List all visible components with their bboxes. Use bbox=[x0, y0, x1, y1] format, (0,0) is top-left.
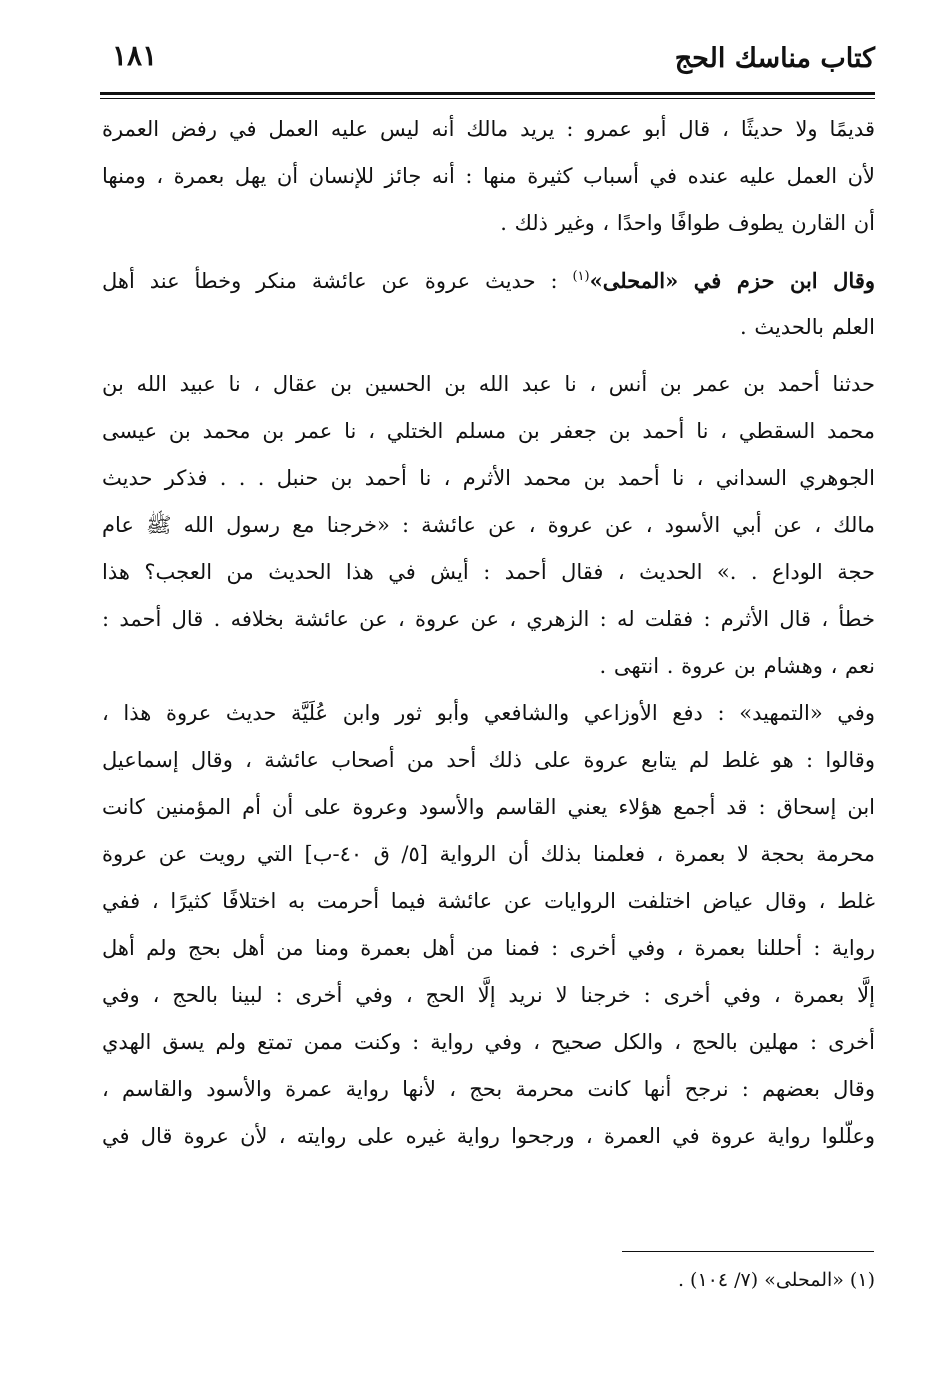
text-line: أخرى : مهلين بالحج ، والكل صحيح ، وفي رواية : وكنت ممن تمتع ولم يسق الهدي bbox=[102, 1030, 875, 1054]
header-rule-thin bbox=[100, 98, 875, 99]
footnote-separator bbox=[622, 1251, 874, 1252]
text-line: أن القارن يطوف طوافًا واحدًا ، وغير ذلك . bbox=[500, 211, 875, 235]
text-line: ابن إسحاق : قد أجمع هؤلاء يعني القاسم والأسود وعروة على أن أم المؤمنين كانت bbox=[102, 795, 875, 819]
paragraph-2 bbox=[102, 257, 875, 351]
paragraph-gap bbox=[102, 351, 875, 361]
running-header bbox=[100, 36, 875, 92]
paragraph-3 bbox=[102, 361, 875, 690]
text-line: خطأ ، قال الأثرم : فقلت له : الزهري ، عن عروة ، عن عائشة بخلافه . قال أحمد : bbox=[102, 607, 875, 631]
text-line: حجة الوداع . .» الحديث ، فقال أحمد : أيش في هذا الحديث من العجب؟ هذا bbox=[102, 560, 875, 584]
book-title: كتاب مناسك الحج bbox=[674, 43, 875, 74]
text-line: وعلّلوا رواية عروة في العمرة ، ورجحوا رواية غيره على روايته ، لأن عروة قال في bbox=[102, 1124, 875, 1148]
footnote-ref: (١) bbox=[572, 269, 590, 284]
text-line: قديمًا ولا حديثًا ، قال أبو عمرو : يريد مالك أنه ليس عليه العمل في رفض العمرة bbox=[102, 117, 875, 141]
header-rule bbox=[100, 92, 875, 95]
text-line: وقال بعضهم : نرجح أنها كانت محرمة بحج ، لأنها رواية عمرة والأسود والقاسم ، bbox=[102, 1077, 875, 1101]
text-line: إلَّا بعمرة ، وفي أخرى : خرجنا لا نريد إلَّا الحج ، وفي أخرى : لبينا بالحج ، وفي bbox=[102, 983, 875, 1007]
text-line: محمد السقطي ، نا أحمد بن جعفر بن مسلم الختلي ، نا عمر بن محمد بن عيسى bbox=[102, 419, 875, 443]
text-line: لأن العمل عليه عنده في أسباب كثيرة منها : أنه جائز للإنسان أن يهل بعمرة ، ومنها bbox=[102, 164, 875, 188]
paragraph-1 bbox=[102, 106, 875, 247]
text-line: مالك ، عن أبي الأسود ، عن عروة ، عن عائشة : «خرجنا مع رسول الله ﷺ عام bbox=[102, 513, 875, 537]
text-line: الجوهري السداني ، نا أحمد بن محمد الأثرم ، نا أحمد بن حنبل . . . فذكر حديث bbox=[102, 466, 875, 490]
text-line: غلط ، وقال عياض اختلفت الروايات عن عائشة فيما أحرمت به اختلافًا كثيرًا ، ففي bbox=[102, 889, 875, 913]
text-line: رواية : أحللنا بعمرة ، وفي أخرى : فمنا من أهل بعمرة ومنا من أهل بحج ولم أهل bbox=[102, 936, 875, 960]
ibn-hazm-lead: وقال ابن حزم في «المحلى» bbox=[589, 268, 875, 293]
text-line: وقالوا : هو غلط لم يتابع عروة على ذلك أحد من أصحاب عائشة ، وقال إسماعيل bbox=[102, 748, 875, 772]
text-line: وفي «التمهيد» : دفع الأوزاعي والشافعي وأبو ثور وابن عُلَيَّة حديث عروة هذا ، bbox=[102, 701, 875, 725]
page-number: ١٨١ bbox=[112, 39, 158, 72]
main-text bbox=[102, 106, 875, 1160]
paragraph-4 bbox=[102, 690, 875, 1160]
text-line: نعم ، وهشام بن عروة . انتهى . bbox=[599, 654, 875, 678]
text-line: محرمة بحجة لا بعمرة ، فعلمنا بذلك أن الرواية [٥/ ق ٤٠-ب] التي رويت عن عروة bbox=[102, 842, 875, 866]
ibn-hazm-rest: : حديث عروة عن عائشة منكر وخطأ عند أهل bbox=[102, 269, 573, 293]
text-line: العلم بالحديث . bbox=[739, 315, 875, 339]
footnote-1: (١) «المحلى» (٧/ ١٠٤) . bbox=[677, 1269, 875, 1291]
text-line-lead bbox=[102, 257, 875, 304]
paragraph-gap bbox=[102, 247, 875, 257]
text-line: حدثنا أحمد بن عمر بن أنس ، نا عبد الله بن الحسين بن عقال ، نا عبيد الله بن bbox=[102, 372, 875, 396]
